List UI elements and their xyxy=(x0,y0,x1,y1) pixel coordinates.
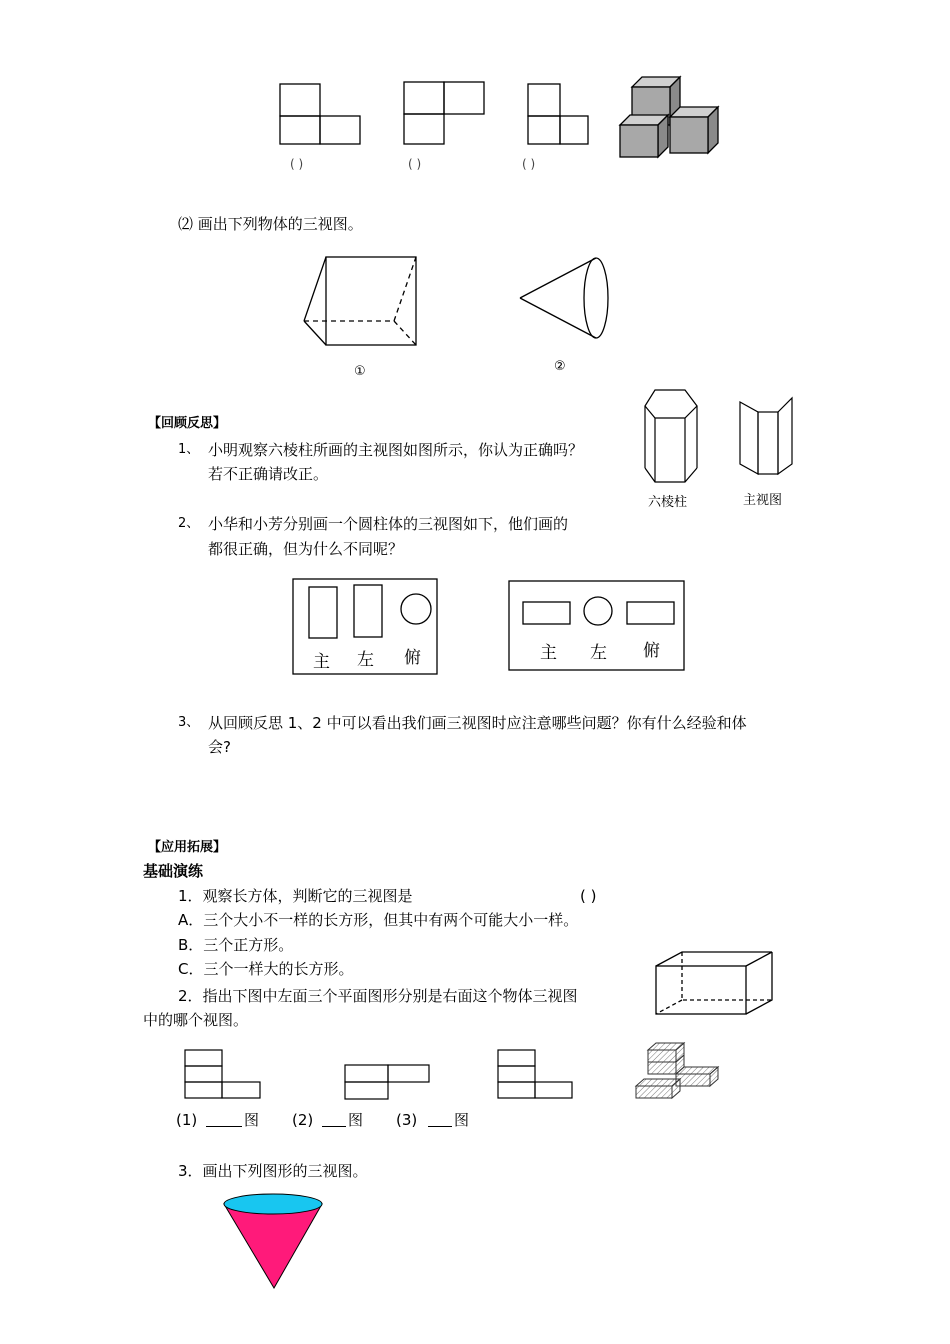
figure-label-2: ② xyxy=(554,359,566,374)
fill-3-blank[interactable] xyxy=(428,1126,452,1127)
answer-blank-3[interactable]: ( ) xyxy=(522,157,536,171)
review-item1-num: 1、 xyxy=(178,442,200,457)
box2-label-main: 主 xyxy=(540,643,557,663)
box1-label-left: 左 xyxy=(357,650,374,670)
review-item2-line1: 小华和小芳分别画一个圆柱体的三视图如下，他们画的 xyxy=(208,515,569,533)
fill-3-word: 图 xyxy=(454,1111,470,1129)
apply-header: 【应用拓展】 xyxy=(148,840,227,855)
view-figure-3 xyxy=(526,82,596,152)
cuboid-figure xyxy=(654,950,776,1018)
prism-figure xyxy=(302,255,422,350)
apply-option-b: B．三个正方形。 xyxy=(178,936,294,954)
figure-label-1: ① xyxy=(354,364,366,379)
apply-q2-line2: 中的哪个视图。 xyxy=(143,1011,249,1029)
q2-title: ⑵ 画出下列物体的三视图。 xyxy=(178,215,363,233)
fill-2-number: (2) xyxy=(292,1111,314,1129)
review-item3-line2: 会? xyxy=(208,738,231,756)
hatched-block-figure xyxy=(634,1040,724,1102)
small-view-2 xyxy=(343,1063,433,1103)
fill-3-number: (3) xyxy=(396,1111,418,1129)
cone-figure xyxy=(518,256,618,346)
cube-stack-figure xyxy=(618,75,728,160)
answer-blank-1[interactable]: ( ) xyxy=(290,157,304,171)
fill-1-blank[interactable] xyxy=(206,1126,242,1127)
apply-subheader: 基础演练 xyxy=(143,862,204,880)
fill-1-word: 图 xyxy=(244,1111,260,1129)
hexagonal-prism-figure xyxy=(643,388,703,488)
hex-prism-label: 六棱柱 xyxy=(648,495,688,510)
review-item3-line1: 从回顾反思 1、2 中可以看出我们画三视图时应注意哪些问题？你有什么经验和体 xyxy=(208,714,747,732)
small-view-3 xyxy=(496,1048,576,1100)
review-item3-num: 3、 xyxy=(178,715,200,730)
review-item1-line1: 小明观察六棱柱所画的主视图如图所示，你认为正确吗？ xyxy=(208,441,584,459)
review-header: 【回顾反思】 xyxy=(148,416,227,431)
box1-label-main: 主 xyxy=(313,652,330,672)
small-view-1 xyxy=(183,1048,263,1100)
apply-q3: 3．画出下列图形的三视图。 xyxy=(178,1162,368,1180)
apply-q1: 1．观察长方体，判断它的三视图是 xyxy=(178,887,413,905)
apply-q2-line1: 2．指出下图中左面三个平面图形分别是右面这个物体三视图 xyxy=(178,987,578,1005)
view-figure-1 xyxy=(278,82,368,152)
front-view-label: 主视图 xyxy=(743,493,783,508)
box1-label-top: 俯 xyxy=(404,648,421,668)
apply-option-c: C．三个一样大的长方形。 xyxy=(178,960,354,978)
box2-label-left: 左 xyxy=(590,643,607,663)
fill-2-word: 图 xyxy=(348,1111,364,1129)
apply-q1-paren[interactable]: ( ) xyxy=(580,887,597,905)
review-item2-line2: 都很正确，但为什么不同呢？ xyxy=(208,540,404,558)
answer-blank-2[interactable]: ( ) xyxy=(408,157,422,171)
view-figure-2 xyxy=(402,80,492,150)
review-item2-num: 2、 xyxy=(178,516,200,531)
fill-2-blank[interactable] xyxy=(322,1126,346,1127)
inverted-cone-figure xyxy=(222,1192,326,1292)
box2-label-top: 俯 xyxy=(643,641,660,661)
review-item1-line2: 若不正确请改正。 xyxy=(208,465,329,483)
apply-option-a: A．三个大小不一样的长方形，但其中有两个可能大小一样。 xyxy=(178,911,579,929)
fill-1-number: (1) xyxy=(176,1111,198,1129)
front-view-figure xyxy=(738,396,798,481)
